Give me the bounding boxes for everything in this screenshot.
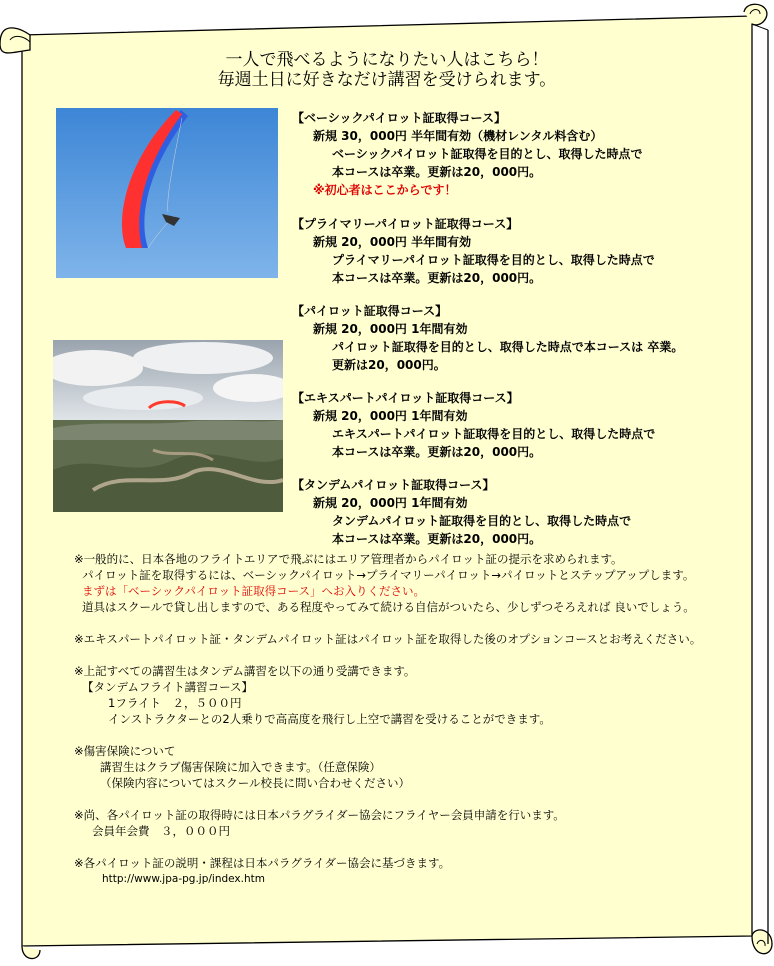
jpa-url: http://www.jpa-pg.jp/index.htm: [102, 873, 265, 885]
note-equipment: 道具はスクールで貸し出しますので、ある程度やってみて続ける自信がついたら、少しずつそろえれば 良いでしょう。: [82, 600, 695, 614]
note-jpa-basis: ※各パイロット証の説明・課程は日本パラグライダー協会に基づきます。: [74, 856, 451, 870]
note-tandem-course-title: 【タンデムフライト講習コース】: [82, 680, 254, 694]
course-tandem-desc1: タンデムパイロット証取得を目的とし、取得した時点で: [332, 514, 632, 528]
beginner-warning: ※初心者はここからです！: [313, 183, 457, 197]
note-tandem-desc: インストラクターとの2人乗りで高高度を飛行し上空で講習を受けることができます。: [108, 712, 551, 726]
course-basic-price: 新規 30，000円 半年間有効（機材レンタル料含む）: [313, 129, 603, 143]
note-insurance-desc: 講習生はクラブ傷害保険に加入できます。（任意保険）: [100, 760, 381, 774]
page-title-line2: 毎週土日に好きなだけ講習を受けられます。: [217, 70, 557, 90]
course-basic-desc1: ベーシックパイロット証取得を目的とし、取得した時点で: [332, 147, 643, 161]
paraglider-sky-photo: [56, 108, 278, 278]
course-expert-price: 新規 20，000円 1年間有効: [313, 409, 468, 423]
course-primary-price: 新規 20，000円 半年間有効: [313, 235, 472, 249]
course-primary-desc1: プライマリーパイロット証取得を目的とし、取得した時点で: [332, 253, 655, 267]
note-tandem-price: 1フライト ２，５００円: [108, 696, 242, 710]
course-primary-desc2: 本コースは卒業。更新は20，000円。: [332, 271, 542, 285]
page-title-line1: 一人で飛べるようになりたい人はこちら！: [225, 50, 549, 70]
course-expert-desc1: エキスパートパイロット証取得を目的とし、取得した時点で: [332, 427, 656, 441]
note-membership-fee: 会員年会費 ３，０００円: [92, 824, 230, 838]
note-optional-courses: ※エキスパートパイロット証・タンデムパイロット証はパイロット証を取得した後のオプションコースとお考えください。: [74, 632, 702, 646]
note-membership: ※尚、各パイロット証の取得時には日本パラグライダー協会にフライヤー会員申請を行います。: [74, 808, 565, 822]
course-pilot-desc1: パイロット証取得を目的とし、取得した時点で本コースは 卒業。: [332, 340, 684, 354]
course-tandem-title: 【タンデムパイロット証取得コース】: [292, 478, 495, 492]
note-step-up: パイロット証を取得するには、ベーシックパイロット→プライマリーパイロット→パイロットとステップアップします。: [82, 568, 695, 582]
note-tandem-intro: ※上記すべての講習生はタンデム講習を以下の通り受講できます。: [74, 664, 416, 678]
course-pilot-title: 【パイロット証取得コース】: [292, 304, 448, 318]
course-tandem-price: 新規 20，000円 1年間有効: [313, 496, 468, 510]
course-basic-desc2: 本コースは卒業。更新は20，000円。: [332, 165, 542, 179]
course-expert-desc2: 本コースは卒業。更新は20，000円。: [332, 445, 542, 459]
scroll-bottom-curl: [752, 930, 772, 954]
course-expert-title: 【エキスパートパイロット証取得コース】: [292, 391, 519, 405]
note-start-basic: まずは「ベーシックパイロット証取得コース」へお入りください。: [82, 584, 426, 598]
course-basic-title: 【ベーシックパイロット証取得コース】: [292, 111, 506, 125]
note-pilot-license: ※一般的に、日本各地のフライトエリアで飛ぶにはエリア管理者からパイロット証の提示を求められます。: [74, 552, 623, 566]
note-insurance-title: ※傷害保険について: [74, 744, 176, 758]
note-insurance-contact: （保険内容についてはスクール校長に問い合わせください）: [100, 776, 411, 790]
course-primary-title: 【プライマリーパイロット証取得コース】: [292, 217, 519, 231]
course-pilot-desc2: 更新は20，000円。: [332, 358, 446, 372]
course-tandem-desc2: 本コースは卒業。更新は20，000円。: [332, 532, 542, 546]
mountain-valley-photo: [53, 340, 283, 512]
course-pilot-price: 新規 20，000円 1年間有効: [313, 322, 468, 336]
